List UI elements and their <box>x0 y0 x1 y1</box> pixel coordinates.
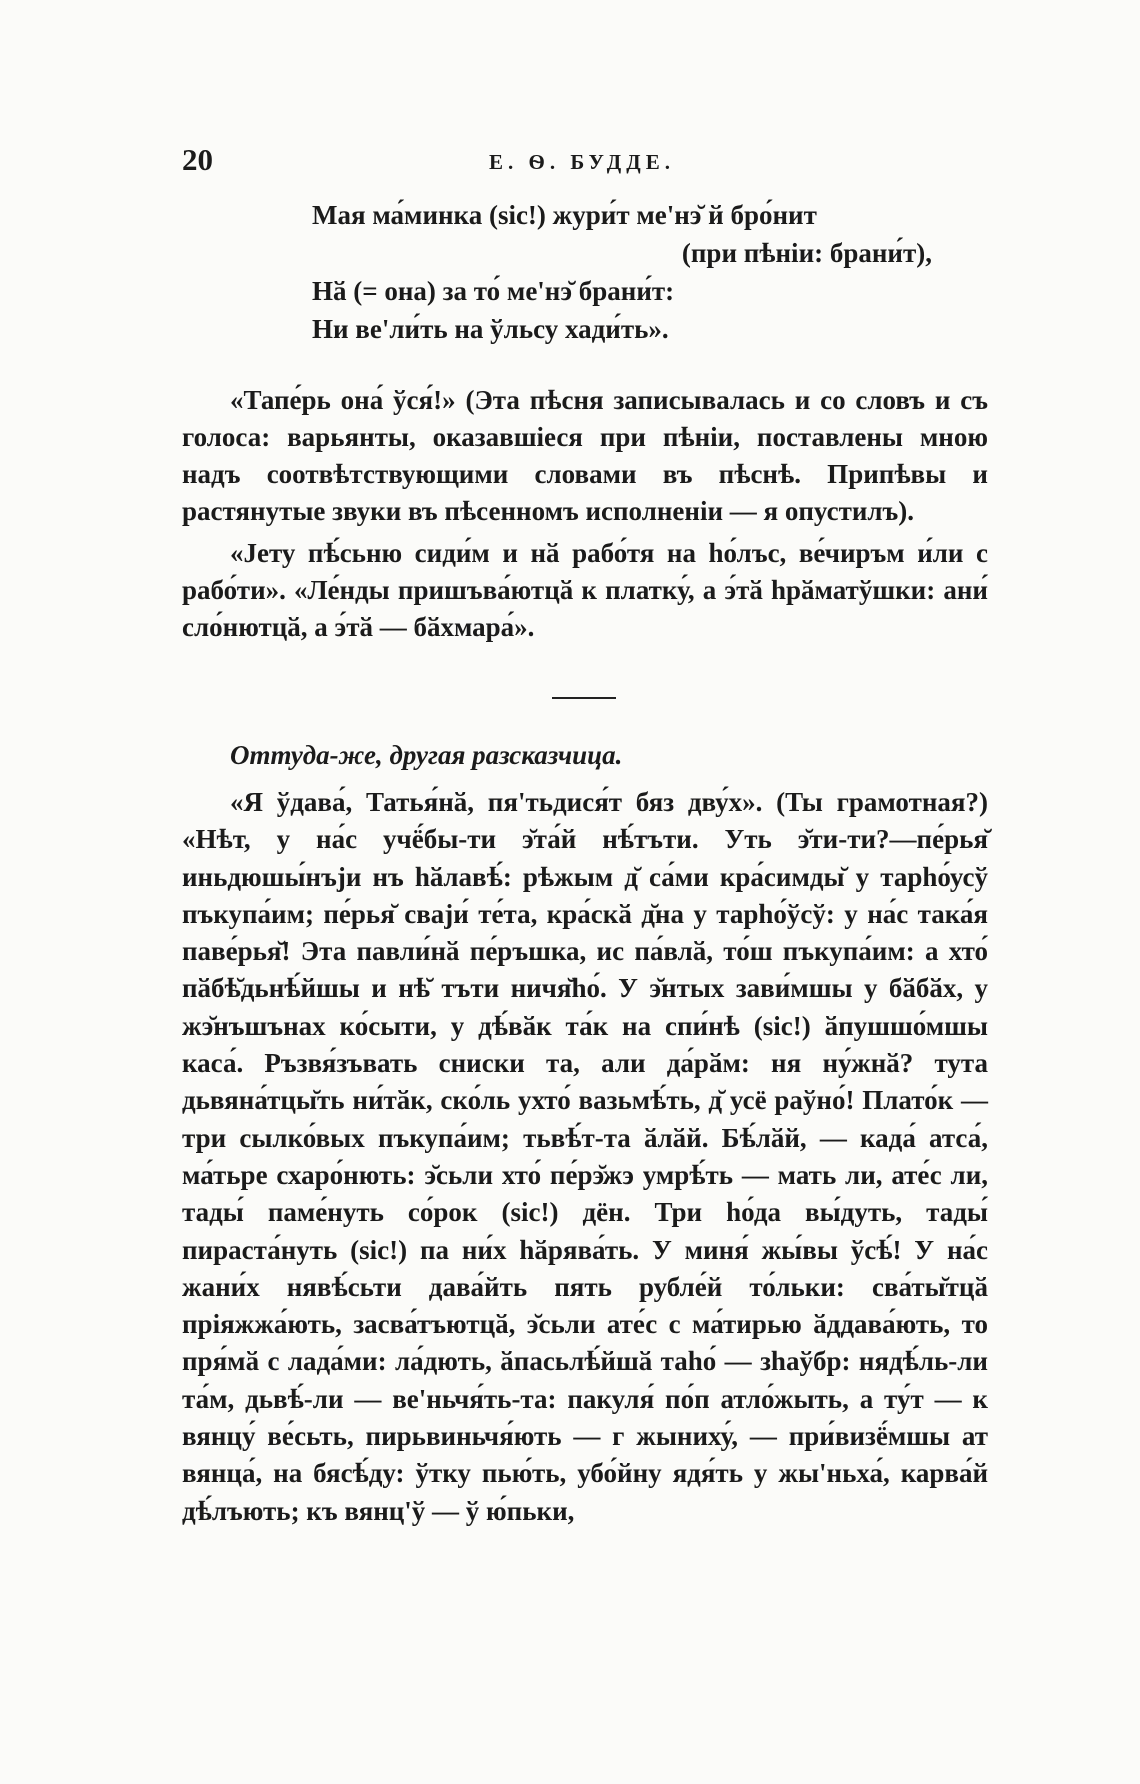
song-verse <box>312 196 932 348</box>
paragraph: «Тапе́рь она́ ўся́!» (Эта пѣсня записывалась и со словъ и съ голоса: варьянты, оказавшіеся при пѣніи, поставлены мною надъ соотвѣтствующими словами въ пѣснѣ. Припѣвы и растянутые звуки въ пѣсенномъ исполненіи — я опустилъ). <box>182 385 988 526</box>
verse-line: Ни ве'ли́ть на ўльсу хади́ть». <box>312 314 669 344</box>
paragraph: «Јету пѣ́сьню сиди́м и нӑ рабо́тя на һо́лъс, ве́чиръм и́ли с рабо́ти». «Ле́нды пришъва́ютцӑ к платку́, а э́тӑ һрӑматўшки: ани́ сло́нютцӑ, а э́тӑ — бӑхмара́». <box>182 538 988 642</box>
section-divider <box>552 697 616 699</box>
verse-line-variant: (при пѣніи: брани́т), <box>681 238 932 268</box>
section-heading: Оттуда-же, другая разсказчица. <box>230 740 623 770</box>
running-title: Е. Ѳ. БУДДЕ. <box>489 150 675 174</box>
verse-line: Мая ма́минка (sic!) жури́т ме'нэ̆ й бро́нит <box>312 200 817 230</box>
page-number: 20 <box>182 142 213 177</box>
running-head <box>182 142 982 182</box>
section-one-text <box>182 382 988 651</box>
paragraph: «Я ўдава́, Татья́нӑ, пя'тьдися́т бяз дву́х». (Ты грамотная?) «Нѣт, у на́с учё́бы-ти э̆та́й нѣ́тъти. Уть э̆ти-ти?—пе́рья̆ иньдюшы́нъји нъ һӑлавѣ́: рѣжым д̆ са́ми кра́симды̆ у тарһо́усў пъкупа́им; пе́рья̆ сваји́ те́та, кра́скӑ д̆на у тарһо́ўсў: у на́с така́я паве́рья̆! Эта павли́нӑ пе́ръшка, ис па́влӑ, то́ш пъкупа́им: а хто́ пӑбѣ̆дьнѣ́йшы и нѣ̆ тъти ничя̆һо́. У э̆нтых зави́мшы у бӑбӑх, у жэ̆нъшънах ко́сыти, у дѣ́вӑк та́к на спи́нѣ (sic!) ӑпушшо́мшы каса́. Ръзвя́зъвать сниски та, али да́рӑм: ня ну́жнӑ? тута дьвяна́тцы̆ть ни́тӑк, ско́ль ухто́ вазьмѣ́ть, д̆ усё раўно́! Плато́к — три сылко́вых пъкупа́им; тьвѣ́т-та ӑлӑй. Бѣ́лӑй, — када́ атса́, ма́тьре схаро́нють: э̆сьли хто́ пе́рэ̆жэ умрѣ́ть — мать ли, ате́с ли, тады́ паме́нуть со́рок (sic!) дён. Три һо́да вы́дуть, тады́ пираста́нуть (sic!) па ни́х һӑрява́ть. У миня́ жы́вы ўсѣ́! У на́с жани́х нявѣ́сьти дава́йть пять рубле́й то́льки: сва́ты̆тцӑ пріяжжа́ють, засва́тъютцӑ, э̆сьли ате́с с ма́тирью ӑддава́ють, то пря́мӑ с лада́ми: ла́дють, ӑпасьлѣ́йшӑ таһо́ — зһаўбр: нядѣ́ль-ли та́м, дьвѣ́-ли — ве'ньчя́ть-та: пакуля́ по́п атло́жыть, а ту́т — к вянцу́ ве́сьть, пирьвиньчя́ють — г жыниху́, — при́визё́мшы ат вянца́, на бясѣ́ду: ўтку пью́ть, убо́йну ядя́ть у жы'ньха́, карва́й дѣ́лъють; къ вянц'ў — ў ю́пьки, <box>182 787 988 1526</box>
verse-line: Нӑ (= она) за то́ ме'нэ̆ брани́т: <box>312 276 675 306</box>
section-two-text <box>182 784 988 1535</box>
